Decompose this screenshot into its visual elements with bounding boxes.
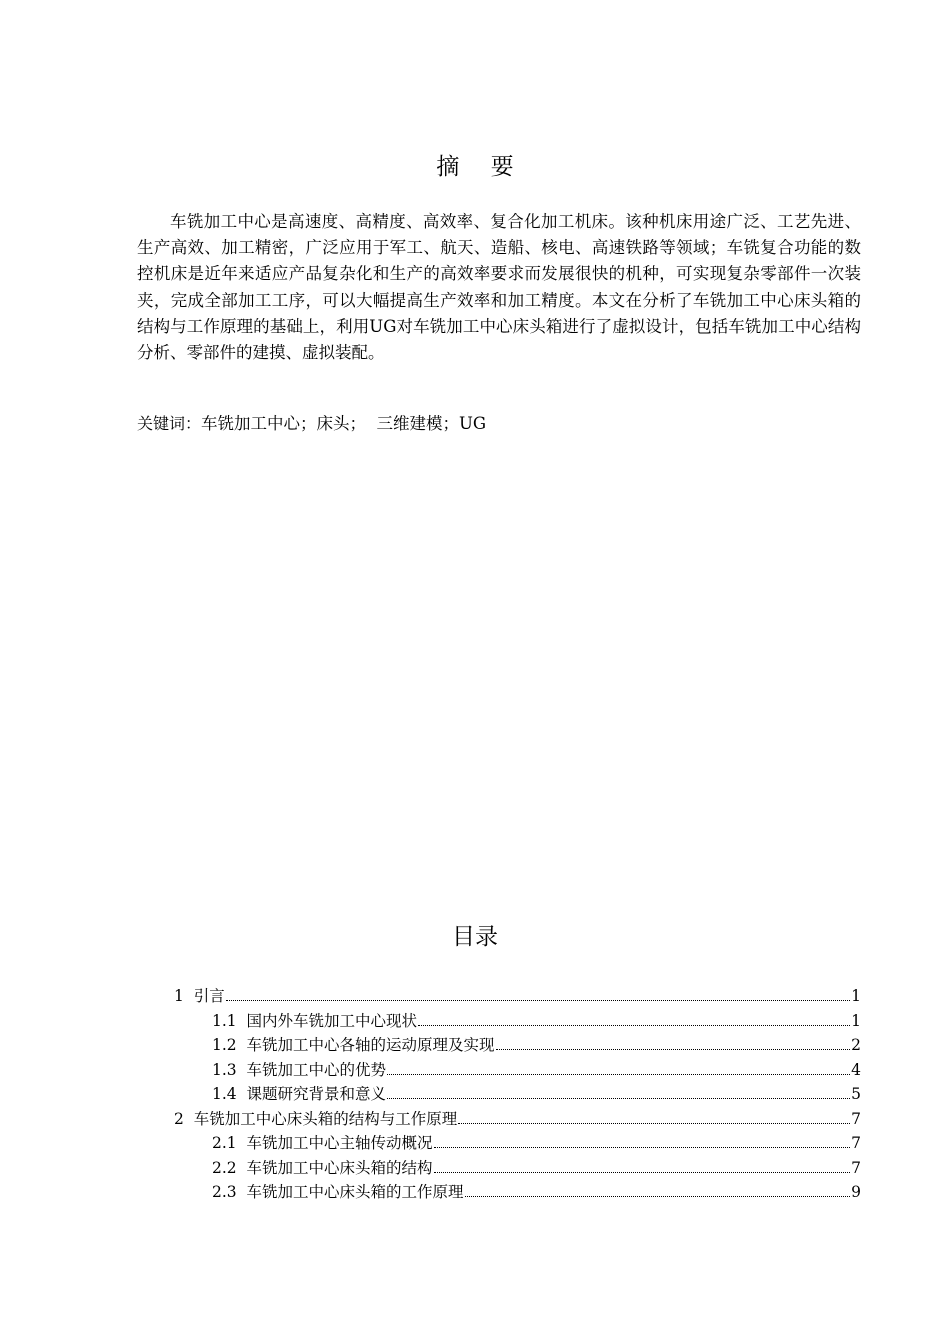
toc-entry[interactable]	[212, 1180, 861, 1204]
toc-leader	[465, 1195, 851, 1197]
toc-title: 目录	[452, 924, 498, 950]
toc-leader	[434, 1146, 851, 1148]
toc-entry-text: 课题研究背景和意义	[246, 1085, 387, 1103]
toc-entry[interactable]	[212, 1156, 861, 1180]
toc-leader	[418, 1024, 850, 1026]
toc-entry-text: 国内外车铣加工中心现状	[246, 1011, 418, 1030]
toc-entry[interactable]	[174, 984, 861, 1008]
toc-entry-text: 车铣加工中心床头箱的工作原理	[246, 1183, 464, 1201]
toc-entry-number: 2.3	[212, 1183, 237, 1201]
toc-entry-text: 车铣加工中心各轴的运动原理及实现	[246, 1036, 495, 1054]
toc-entry-page: 7	[851, 1158, 861, 1177]
abstract-body: 车铣加工中心是高速度、高精度、高效率、复合化加工机床。该种机床用途广泛、工艺先进、生产高效、加工精密，广泛应用于军工、航天、造船、核电、高速铁路等领域；车铣复合功能的数控机床是近年来适应产品复杂化和生产的高效率要求而发展很快的机种，可实现复杂零部件一次装夹，完成全部加工工序，可以大幅提高生产效率和加工精度。本文在分析了车铣加工中心床头箱的结构与工作原理的基础上，利用UG对车铣加工中心床头箱进行了虚拟设计，包括车铣加工中心结构分析、零部件的建摸、虚拟装配。	[137, 212, 861, 363]
toc-entry-number: 1.3	[212, 1060, 237, 1079]
toc-entry-page: 2	[851, 1036, 861, 1054]
toc-leader	[387, 1073, 850, 1075]
toc-entry-page: 7	[851, 1109, 861, 1128]
toc-entry-text: 引言	[193, 987, 225, 1005]
toc-entry-page: 1	[851, 987, 861, 1005]
toc-entry[interactable]	[212, 1058, 861, 1082]
abstract-title: 摘 要	[436, 154, 526, 180]
toc-entry[interactable]	[174, 1107, 861, 1131]
toc-entry-text: 车铣加工中心床头箱的结构	[246, 1158, 433, 1177]
toc-entry-page: 5	[851, 1085, 861, 1103]
toc-entry-number: 2	[174, 1109, 184, 1128]
toc-entry[interactable]	[212, 1082, 861, 1106]
toc-leader	[496, 1048, 851, 1050]
keywords-line	[137, 411, 861, 437]
toc-entry-page: 4	[851, 1060, 861, 1079]
toc-entry[interactable]	[212, 1033, 861, 1057]
toc-entry-number: 2.1	[212, 1134, 237, 1152]
toc-entry-number: 1.2	[212, 1036, 237, 1054]
keywords-label: 关键词：	[137, 414, 202, 433]
toc-entry-page: 1	[851, 1011, 861, 1030]
toc-leader	[458, 1122, 850, 1124]
toc-entry[interactable]	[212, 1009, 861, 1033]
toc-entry-number: 1	[174, 987, 184, 1005]
toc-entry-number: 2.2	[212, 1158, 237, 1177]
toc-entry-text: 车铣加工中心床头箱的结构与工作原理	[193, 1109, 458, 1128]
toc-entry-page: 9	[851, 1183, 861, 1201]
toc-entry-number: 1.1	[212, 1011, 237, 1030]
toc-entry[interactable]	[212, 1131, 861, 1155]
toc-entry-text: 车铣加工中心的优势	[246, 1060, 387, 1079]
keywords-text: 车铣加工中心；床头； 三维建模；UG	[201, 414, 487, 433]
toc-leader	[434, 1171, 851, 1173]
toc-entry-page: 7	[851, 1134, 861, 1152]
toc-leader	[387, 1097, 850, 1099]
toc-leader	[226, 999, 850, 1001]
toc-entry-number: 1.4	[212, 1085, 237, 1103]
toc-entry-text: 车铣加工中心主轴传动概况	[246, 1134, 433, 1152]
